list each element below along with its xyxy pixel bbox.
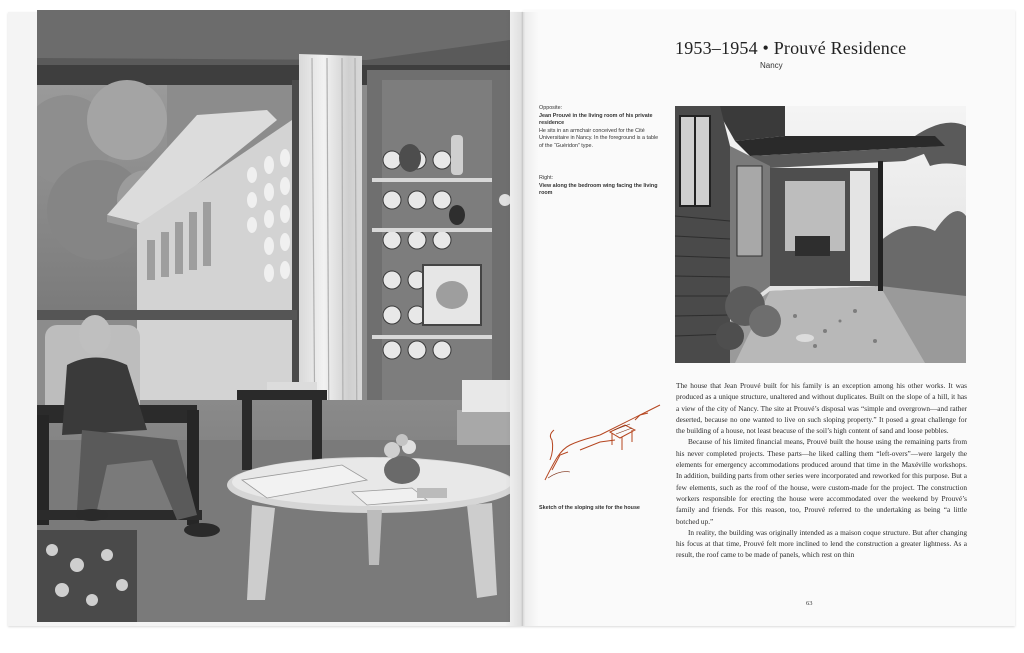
caption-sketch: Sketch of the sloping site for the house — [539, 505, 640, 511]
body-paragraph-1: The house that Jean Prouvé built for his family is an exception among his other works. It was produced as a unique structure, unaltered and without duplicates. Built on the slope of a hill, it has a view of the city of Nancy. The site at Prouvé’s disposal was “simple and overgrown—and rather deserted, because no one wanted to live on such sloping property.” It posed a great challenge for the building of a house, not least beacuse of the soil’s high content of sand and loose pebbles. — [676, 381, 967, 436]
caption-opposite — [539, 105, 659, 151]
page-subtitle: Nancy — [760, 61, 783, 70]
sketch-sloping-site — [540, 400, 665, 490]
caption-right-label: Right: — [539, 175, 554, 181]
page-title: 1953–1954 • Prouvé Residence — [675, 38, 907, 58]
caption-right — [539, 175, 659, 198]
caption-opposite-bold: Jean Prouvé in the living room of his private residence — [539, 112, 653, 127]
body-paragraph-2: Because of his limited financial means, Prouvé built the house using the remaining parts from his never completed projects. These parts—he liked calling them “left-overs”—were largely the elements for emergency accommodations produced around that time in the Maxéville workshops. In addition, building parts from other series were incorporated and reworked for this purpose. But a few elements, such as the roof of the house, were custom-made for the project. The construction workers responsible for erecting the house were accommodated over the weekend by Prouvé’s family and friends. For this reason, too, Prouvé referred to the undertaking as being “a little botched up.” — [676, 437, 967, 526]
page-number: 63 — [806, 600, 813, 607]
caption-opposite-label: Opposite: — [539, 105, 563, 111]
caption-opposite-text: He sits in an armchair conceived for the Cité Universitaire in Nancy. In the foreground is a table of the “Guéridon” type. — [539, 127, 659, 149]
body-paragraph-3: In reality, the building was originally intended as a maison coque structure. But after changing his focus at that time, Prouvé felt more inclined to lend the construction a greater lightness. As a result, the roof came to be made of panels, which rest on thin — [676, 527, 967, 560]
caption-right-bold: View along the bedroom wing facing the living room — [539, 182, 658, 197]
photo-prouve-living-room — [37, 10, 510, 622]
photo-bedroom-wing — [675, 106, 966, 363]
article-body — [676, 380, 967, 561]
